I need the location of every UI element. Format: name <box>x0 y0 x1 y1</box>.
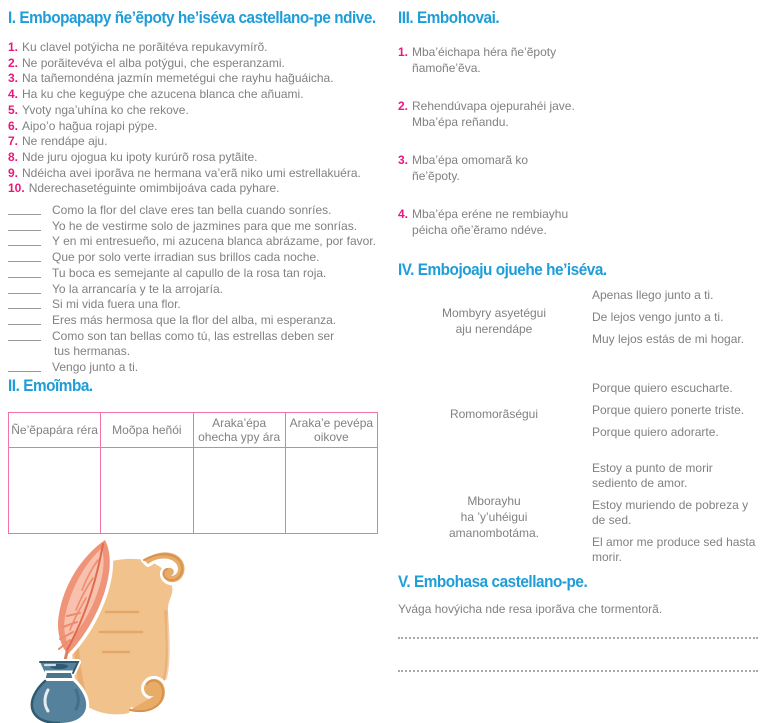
answer-dotted-line <box>398 637 758 639</box>
section-5-title: V. Embohasa castellano-pe. <box>398 572 588 591</box>
pair-options <box>592 461 758 572</box>
table-header-poet-name: Ñe’ẽpapára réra <box>9 412 101 447</box>
list-item: 5. Yvoty nga’uhína ko che rekove. <box>8 102 189 117</box>
pair-left-label: Romomorãségui <box>449 407 539 421</box>
section-3-title: III. Embohovai. <box>398 8 500 27</box>
table-cell-empty <box>285 447 377 533</box>
pair-option: Porque quiero escucharte. <box>592 381 733 395</box>
answer-blank <box>8 293 41 294</box>
pair-option: Estoy muriendo de pobreza y de sed. <box>592 498 749 527</box>
match-list <box>8 203 386 376</box>
answer-blank <box>8 308 41 309</box>
list-item: 10. Nderechasetéguinte omimbijoáva cada pyhare. <box>8 181 280 196</box>
match-item-continuation: tus hermanas. <box>54 344 131 359</box>
match-item: Yo he de vestirme solo de jazmines para que me sonrías. <box>8 219 386 235</box>
match-item: Tu boca es semejante al capullo de la rosa tan roja. <box>8 266 386 282</box>
section-1-list <box>8 40 386 197</box>
question-item: 2. Rehendúvapa ojepurahéi jave. Mba’épa reñandu. <box>398 99 575 129</box>
table-header-lifespan: Araka’e pevépa oikove <box>285 412 377 447</box>
answer-dotted-line <box>398 670 758 672</box>
list-item: 7. Ne rendápe aju. <box>8 134 108 149</box>
right-column <box>398 8 758 672</box>
quill-scroll-inkpot-illustration <box>18 520 278 723</box>
answer-blank <box>8 277 41 278</box>
answer-blank <box>8 340 41 341</box>
section-3-list <box>398 44 758 238</box>
left-column <box>8 8 386 534</box>
pair-options <box>592 288 758 354</box>
match-item: Que por solo verte irradian sus brillos cada noche. <box>8 250 386 266</box>
match-item: Si mi vida fuera una flor. <box>8 297 386 313</box>
pair-left-label: Mborayhu ha ’y’uhéigui amanombotáma. <box>448 493 540 540</box>
match-item: Como son tan bellas como tú, las estrellas deben ser <box>8 329 386 345</box>
section-2-title: II. Emoĩmba. <box>8 375 93 395</box>
pair-left-label: Mombyry asyetégui aju nerendápe <box>441 306 547 336</box>
question-item: 4. Mba’épa eréne ne rembiayhu péicha oñe’ẽramo ndéve. <box>398 207 569 237</box>
table-header-birthplace: Moõpa heñói <box>101 412 193 447</box>
question-item: 1. Mba’éichapa héra ñe’ẽpoty ñamoñe’ẽva. <box>398 45 557 75</box>
match-item: Eres más hermosa que la flor del alba, mi esperanza. <box>8 313 386 329</box>
list-item: 3. Na tañemondéna jazmín memetégui che rayhu hag̃uáicha. <box>8 71 334 86</box>
table-header-birthdate: Araka’épa ohecha ypy ára <box>193 412 285 447</box>
border-gap <box>286 557 322 569</box>
answer-blank <box>8 230 41 231</box>
pair-option: Estoy a punto de morir sediento de amor. <box>592 461 713 490</box>
list-item: 1. Ku clavel potýicha ne porãitéva repukavymírõ. <box>8 40 268 54</box>
list-item: 4. Ha ku che keguýpe che azucena blanca che añuami. <box>8 87 304 102</box>
answer-blank <box>8 324 41 325</box>
pair-option: Apenas llego junto a ti. <box>592 288 714 302</box>
completion-table <box>8 412 378 534</box>
pair-option: Porque quiero adorarte. <box>592 425 719 439</box>
question-item: 3. Mba’épa omomarã ko ñe’ẽpoty. <box>398 153 529 183</box>
list-item: 2. Ne porãitevéva el alba potýgui, che esperanzami. <box>8 55 285 70</box>
match-item: Y en mi entresueño, mi azucena blanca abrázame, por favor. <box>8 234 386 250</box>
list-item: 6. Aipo’o hag̃ua rojapi pýpe. <box>8 118 158 133</box>
list-item: 9. Ndéicha avei iporãva ne hermana va’erã niko umi estrellakuéra. <box>8 165 361 180</box>
match-item: Yo la arrancaría y te la arrojaría. <box>8 282 386 298</box>
match-item: Como la flor del clave eres tan bella cuando sonríes. <box>8 203 386 219</box>
section-1-title: I. Embopapapy ñe’ẽpoty he’iséva castellano-pe ndive. <box>8 8 376 27</box>
list-item: 8. Nde juru ojogua ku ipoty kurúrõ rosa pytãite. <box>8 149 258 164</box>
answer-blank <box>8 261 41 262</box>
pair-options <box>592 381 758 447</box>
answer-blank <box>8 214 41 215</box>
answer-blank <box>8 371 41 372</box>
section-4-title: IV. Embojoaju ojuehe he’iséva. <box>398 260 607 279</box>
pair-option: Porque quiero ponerte triste. <box>592 403 745 417</box>
pair-row <box>398 381 758 447</box>
table-header-row <box>9 412 378 447</box>
answer-blank <box>8 245 41 246</box>
pair-option: El amor me produce sed hasta morir. <box>592 535 756 564</box>
pair-row <box>398 288 758 354</box>
matching-pairs <box>398 288 758 572</box>
translation-sentence: Yvága hovýicha nde resa iporãva che tormentorã. <box>398 602 663 616</box>
pair-row <box>398 461 758 572</box>
pair-option: De lejos vengo junto a ti. <box>592 310 724 324</box>
match-item: Vengo junto a ti. <box>8 360 386 376</box>
pair-option: Muy lejos estás de mi hogar. <box>592 332 745 346</box>
